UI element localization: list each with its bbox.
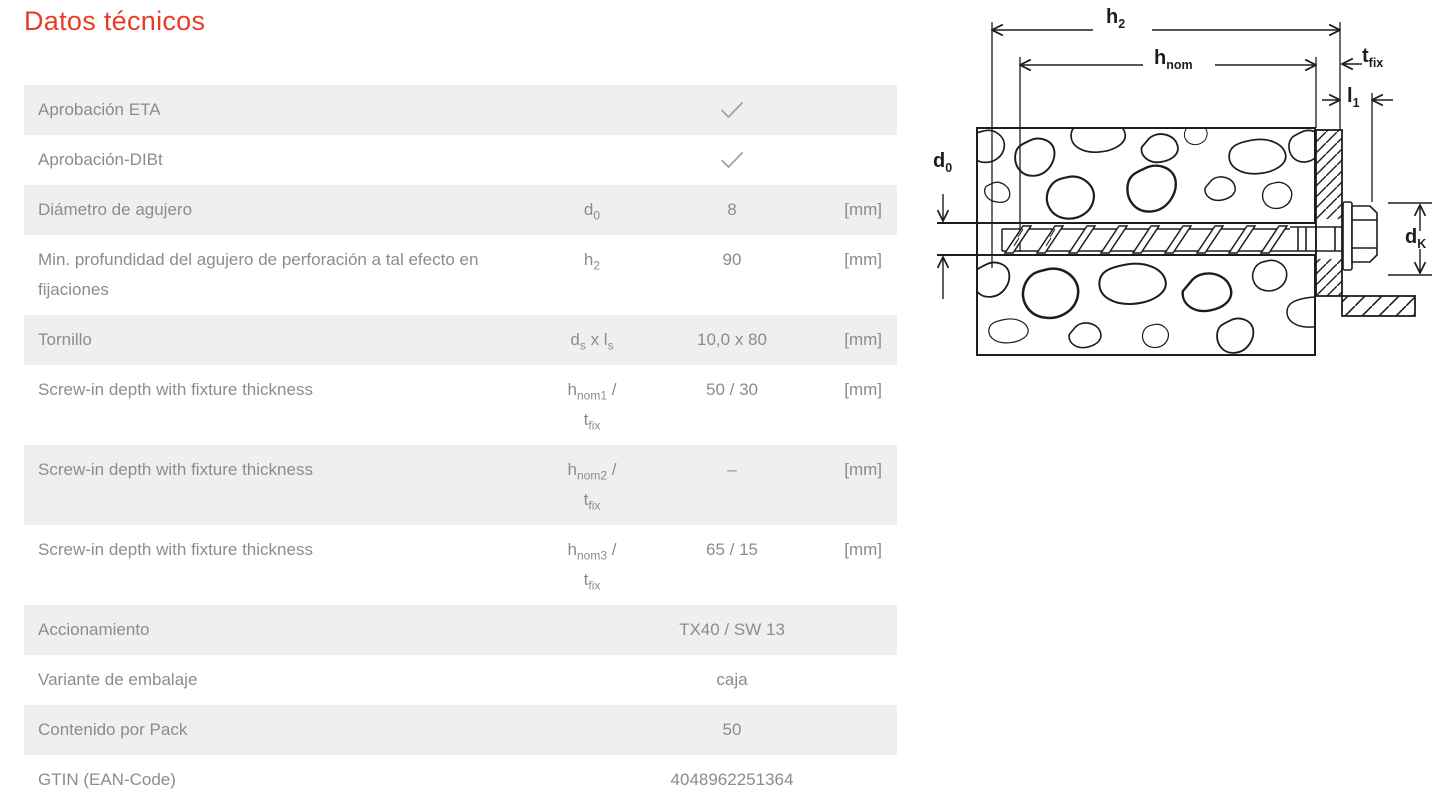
row-label: Screw-in depth with fixture thickness	[38, 540, 313, 559]
row-value	[652, 95, 812, 125]
row-label: Screw-in depth with fixture thickness	[38, 380, 313, 399]
row-label: GTIN (EAN-Code)	[38, 770, 176, 789]
row-symbol: $h_2$	[583, 250, 601, 273]
row-value: caja	[716, 670, 748, 689]
dim-label-l1: $l_1$	[1347, 85, 1360, 110]
row-label: Variante de embalaje	[38, 670, 198, 689]
row-unit: [mm]	[844, 200, 882, 219]
dim-label-dk: $d_K$	[1405, 226, 1427, 251]
table-row	[24, 235, 897, 315]
row-value: 8	[727, 200, 737, 219]
check-icon	[720, 95, 744, 125]
table-row	[24, 85, 897, 135]
table-row	[24, 365, 897, 445]
dim-label-h2: $h_2$	[1106, 6, 1126, 31]
hex-head-icon	[1352, 206, 1377, 262]
dim-label-tfix: $t_{fix}$	[1362, 45, 1384, 70]
row-unit: [mm]	[844, 330, 882, 349]
row-symbol: $h_{nom2}$ / $t_{fix}$	[567, 460, 617, 513]
row-unit: [mm]	[844, 460, 882, 479]
table-row	[24, 655, 897, 705]
row-value: 50 / 30	[706, 380, 758, 399]
row-value: 65 / 15	[706, 540, 758, 559]
row-label: Contenido por Pack	[38, 720, 188, 739]
row-unit: [mm]	[844, 250, 882, 269]
table-row	[24, 185, 897, 235]
check-icon	[720, 145, 744, 175]
row-value: TX40 / SW 13	[679, 620, 785, 639]
table-row	[24, 135, 897, 185]
row-symbol: $h_{nom3}$ / $t_{fix}$	[567, 540, 617, 593]
row-value: 90	[722, 250, 742, 269]
tech-table	[24, 85, 897, 805]
row-unit: [mm]	[844, 540, 882, 559]
dim-label-hnom: $h_{nom}$	[1154, 47, 1193, 72]
row-label: Min. profundidad del agujero de perforación a tal efecto en fijaciones	[38, 250, 479, 299]
row-symbol: $d_0$	[583, 200, 601, 223]
row-label: Aprobación ETA	[38, 100, 161, 119]
row-value: –	[727, 460, 737, 479]
washer	[1343, 202, 1352, 270]
row-unit: [mm]	[844, 380, 882, 399]
section-title: Datos técnicos	[24, 6, 206, 36]
row-value: 4048962251364	[670, 770, 794, 789]
table-row	[24, 705, 897, 755]
row-symbol: $d_s$ x $l_s$	[570, 330, 614, 353]
dim-label-d0: $d_0$	[933, 150, 953, 175]
row-value	[652, 145, 812, 175]
row-label: Screw-in depth with fixture thickness	[38, 460, 313, 479]
table-row	[24, 445, 897, 525]
table-row	[24, 605, 897, 655]
row-value: 50	[722, 720, 742, 739]
row-label: Aprobación-DIBt	[38, 150, 163, 169]
row-label: Accionamiento	[38, 620, 150, 639]
row-symbol: $h_{nom1}$ / $t_{fix}$	[567, 380, 617, 433]
table-row	[24, 315, 897, 365]
table-row	[24, 525, 897, 605]
row-value: 10,0 x 80	[697, 330, 767, 349]
row-label: Diámetro de agujero	[38, 200, 193, 219]
row-label: Tornillo	[38, 330, 92, 349]
anchor-installation-diagram	[930, 0, 1432, 400]
